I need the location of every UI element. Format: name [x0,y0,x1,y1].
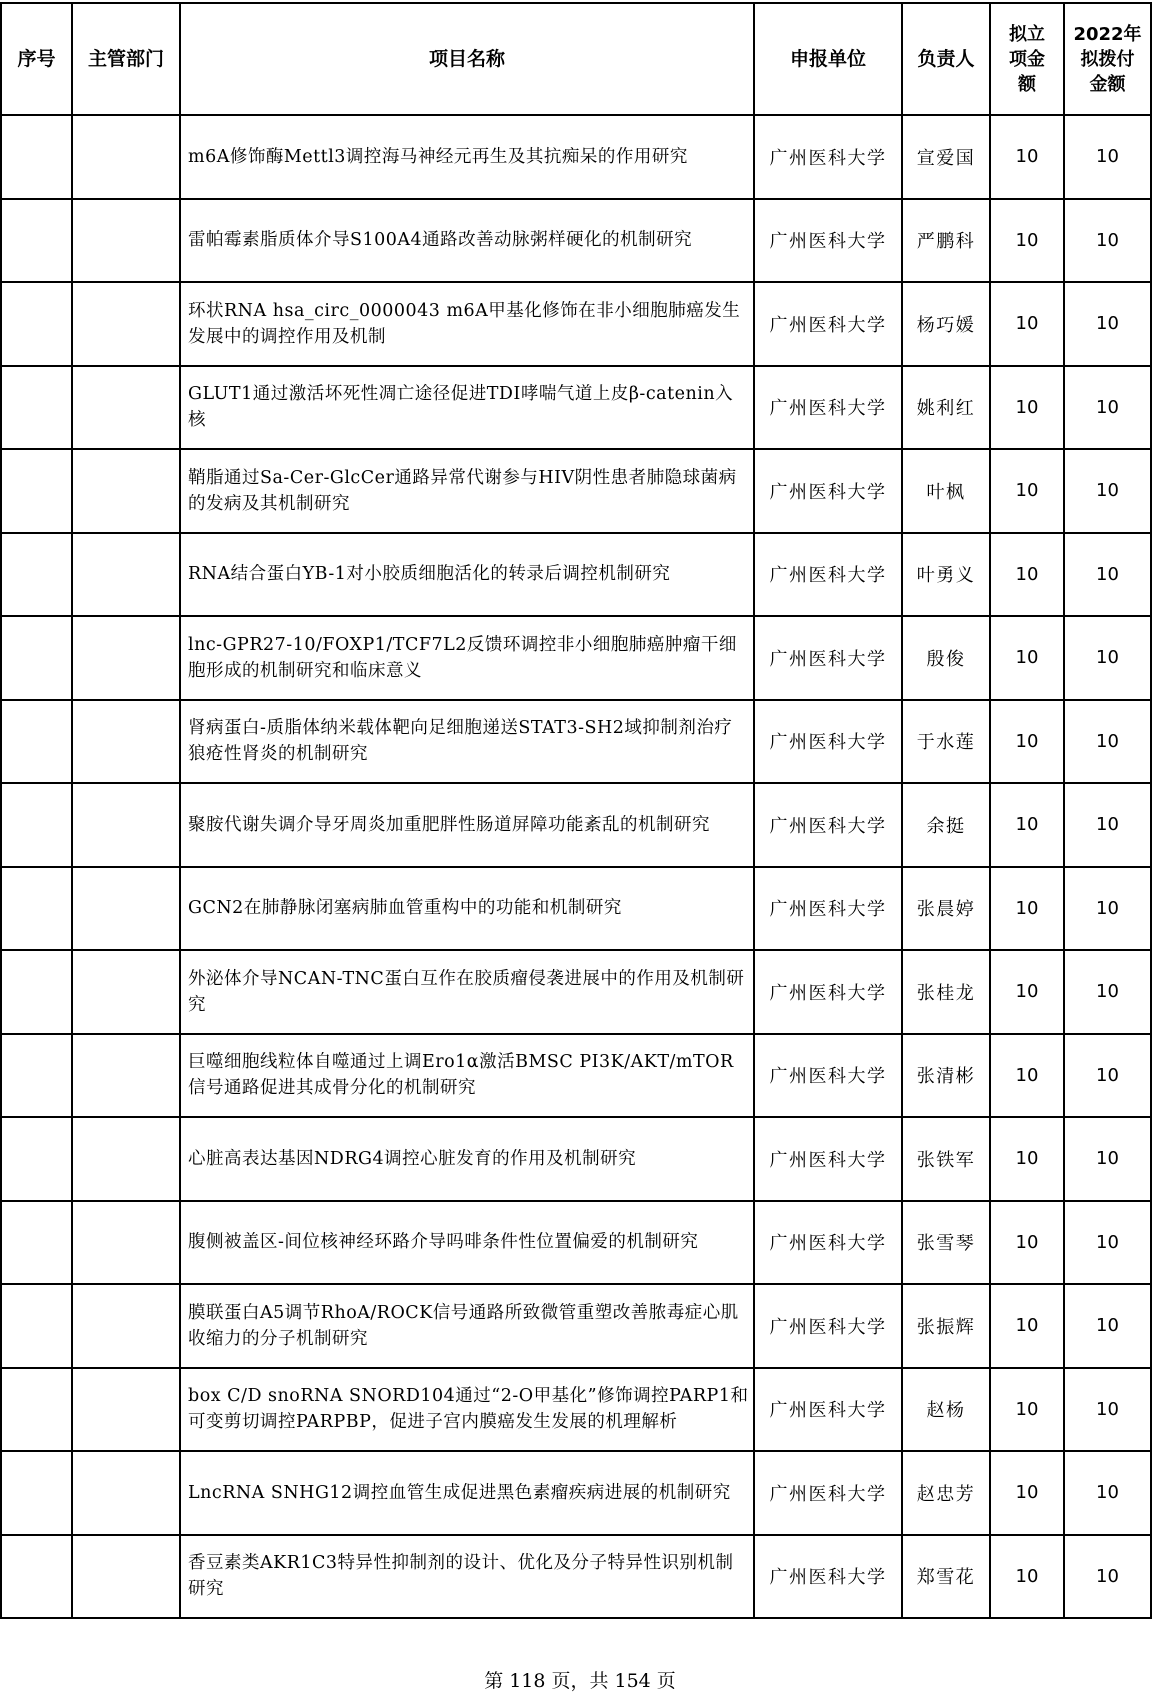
cell-dept [72,282,180,366]
cell-unit: 广州医科大学 [754,533,902,617]
cell-unit: 广州医科大学 [754,1284,902,1368]
cell-project-name: 巨噬细胞线粒体自噬通过上调Ero1α激活BMSC PI3K/AKT/mTOR信号通路促进其成骨分化的机制研究 [180,1034,754,1118]
cell-unit: 广州医科大学 [754,950,902,1034]
cell-seq [1,1117,72,1201]
cell-amount: 10 [990,115,1064,199]
header-person: 负责人 [902,3,990,115]
cell-person: 赵忠芳 [902,1451,990,1535]
cell-amount: 10 [990,1368,1064,1452]
cell-dept [72,115,180,199]
cell-seq [1,1201,72,1285]
cell-project-name: 环状RNA hsa_circ_0000043 m6A甲基化修饰在非小细胞肺癌发生发展中的调控作用及机制 [180,282,754,366]
cell-person: 张铁军 [902,1117,990,1201]
cell-amount: 10 [990,1284,1064,1368]
cell-person: 余挺 [902,783,990,867]
header-unit: 申报单位 [754,3,902,115]
cell-seq [1,950,72,1034]
cell-person: 张晨婷 [902,867,990,951]
header-dept: 主管部门 [72,3,180,115]
cell-amount: 10 [990,1034,1064,1118]
cell-dept [72,700,180,784]
cell-pay: 10 [1064,1368,1151,1452]
cell-project-name: lnc-GPR27-10/FOXP1/TCF7L2反馈环调控非小细胞肺癌肿瘤干细胞形成的机制研究和临床意义 [180,616,754,700]
cell-dept [72,199,180,283]
cell-seq [1,1368,72,1452]
cell-project-name: m6A修饰酶Mettl3调控海马神经元再生及其抗痴呆的作用研究 [180,115,754,199]
cell-dept [72,616,180,700]
cell-unit: 广州医科大学 [754,1451,902,1535]
cell-unit: 广州医科大学 [754,700,902,784]
cell-amount: 10 [990,199,1064,283]
cell-person: 姚利红 [902,366,990,450]
header-seq: 序号 [1,3,72,115]
cell-unit: 广州医科大学 [754,1034,902,1118]
header-pay: 2022年 拟拨付 金额 [1064,3,1151,115]
table-row [1,1117,1151,1201]
cell-dept [72,950,180,1034]
cell-seq [1,199,72,283]
cell-project-name: 外泌体介导NCAN-TNC蛋白互作在胶质瘤侵袭进展中的作用及机制研究 [180,950,754,1034]
cell-seq [1,533,72,617]
cell-pay: 10 [1064,1451,1151,1535]
cell-seq [1,867,72,951]
cell-dept [72,1034,180,1118]
cell-amount: 10 [990,783,1064,867]
cell-unit: 广州医科大学 [754,616,902,700]
cell-project-name: 雷帕霉素脂质体介导S100A4通路改善动脉粥样硬化的机制研究 [180,199,754,283]
header-row [1,3,1151,115]
cell-project-name: RNA结合蛋白YB-1对小胶质细胞活化的转录后调控机制研究 [180,533,754,617]
cell-pay: 10 [1064,449,1151,533]
cell-pay: 10 [1064,950,1151,1034]
cell-person: 赵杨 [902,1368,990,1452]
cell-pay: 10 [1064,1535,1151,1619]
cell-amount: 10 [990,616,1064,700]
cell-seq [1,700,72,784]
cell-unit: 广州医科大学 [754,199,902,283]
cell-project-name: 膜联蛋白A5调节RhoA/ROCK信号通路所致微管重塑改善脓毒症心肌收缩力的分子机制研究 [180,1284,754,1368]
cell-seq [1,282,72,366]
footer-suffix: 页 [656,1670,676,1692]
cell-dept [72,1368,180,1452]
table-row [1,366,1151,450]
cell-unit: 广州医科大学 [754,1201,902,1285]
cell-amount: 10 [990,1117,1064,1201]
cell-project-name: GCN2在肺静脉闭塞病肺血管重构中的功能和机制研究 [180,867,754,951]
cell-seq [1,449,72,533]
cell-unit: 广州医科大学 [754,1535,902,1619]
cell-pay: 10 [1064,1034,1151,1118]
cell-seq [1,1034,72,1118]
cell-person: 宣爱国 [902,115,990,199]
cell-unit: 广州医科大学 [754,1117,902,1201]
cell-unit: 广州医科大学 [754,282,902,366]
cell-amount: 10 [990,366,1064,450]
table-row [1,1034,1151,1118]
cell-person: 严鹏科 [902,199,990,283]
table-row [1,867,1151,951]
cell-pay: 10 [1064,700,1151,784]
cell-unit: 广州医科大学 [754,783,902,867]
cell-project-name: 心脏高表达基因NDRG4调控心脏发育的作用及机制研究 [180,1117,754,1201]
cell-seq [1,115,72,199]
table-row [1,533,1151,617]
cell-seq [1,1535,72,1619]
cell-amount: 10 [990,533,1064,617]
cell-dept [72,533,180,617]
table-row [1,115,1151,199]
cell-person: 叶勇义 [902,533,990,617]
cell-person: 张桂龙 [902,950,990,1034]
cell-pay: 10 [1064,282,1151,366]
cell-amount: 10 [990,1201,1064,1285]
cell-project-name: 聚胺代谢失调介导牙周炎加重肥胖性肠道屏障功能紊乱的机制研究 [180,783,754,867]
cell-project-name: 鞘脂通过Sa-Cer-GlcCer通路异常代谢参与HIV阴性患者肺隐球菌病的发病及其机制研究 [180,449,754,533]
cell-unit: 广州医科大学 [754,366,902,450]
cell-amount: 10 [990,1535,1064,1619]
cell-dept [72,449,180,533]
cell-unit: 广州医科大学 [754,115,902,199]
cell-project-name: 腹侧被盖区-间位核神经环路介导吗啡条件性位置偏爱的机制研究 [180,1201,754,1285]
header-project-name: 项目名称 [180,3,754,115]
cell-person: 张雪琴 [902,1201,990,1285]
cell-project-name: box C/D snoRNA SNORD104通过“2-O甲基化”修饰调控PARP1和可变剪切调控PARPBP，促进子宫内膜癌发生发展的机理解析 [180,1368,754,1452]
footer-total-pages: 154 [614,1670,651,1692]
table-row [1,199,1151,283]
cell-person: 于水莲 [902,700,990,784]
cell-project-name: 肾病蛋白-质脂体纳米载体靶向足细胞递送STAT3-SH2域抑制剂治疗狼疮性肾炎的机制研究 [180,700,754,784]
cell-dept [72,1117,180,1201]
cell-seq [1,783,72,867]
cell-dept [72,783,180,867]
cell-person: 殷俊 [902,616,990,700]
cell-person: 杨巧媛 [902,282,990,366]
cell-pay: 10 [1064,867,1151,951]
table-row [1,950,1151,1034]
cell-unit: 广州医科大学 [754,867,902,951]
cell-person: 叶枫 [902,449,990,533]
cell-person: 张清彬 [902,1034,990,1118]
cell-dept [72,1201,180,1285]
footer-prefix: 第 [484,1670,504,1692]
cell-dept [72,1535,180,1619]
cell-seq [1,1451,72,1535]
cell-pay: 10 [1064,616,1151,700]
project-table [0,2,1152,1619]
table-row [1,1451,1151,1535]
footer-page-number: 118 [509,1670,546,1692]
cell-pay: 10 [1064,366,1151,450]
cell-amount: 10 [990,1451,1064,1535]
cell-unit: 广州医科大学 [754,449,902,533]
cell-pay: 10 [1064,783,1151,867]
cell-pay: 10 [1064,115,1151,199]
cell-dept [72,366,180,450]
cell-dept [72,867,180,951]
cell-amount: 10 [990,867,1064,951]
cell-amount: 10 [990,449,1064,533]
cell-seq [1,616,72,700]
cell-pay: 10 [1064,1117,1151,1201]
table-row [1,1201,1151,1285]
header-amount: 拟立 项金 额 [990,3,1064,115]
cell-amount: 10 [990,950,1064,1034]
cell-seq [1,1284,72,1368]
cell-amount: 10 [990,282,1064,366]
footer-middle: 页，共 [551,1670,609,1692]
cell-pay: 10 [1064,533,1151,617]
cell-pay: 10 [1064,199,1151,283]
table-row [1,282,1151,366]
cell-person: 郑雪花 [902,1535,990,1619]
table-row [1,1368,1151,1452]
cell-amount: 10 [990,700,1064,784]
table-row [1,616,1151,700]
cell-pay: 10 [1064,1284,1151,1368]
table-row [1,700,1151,784]
table-row [1,1535,1151,1619]
table-row [1,449,1151,533]
cell-dept [72,1284,180,1368]
cell-person: 张振辉 [902,1284,990,1368]
cell-project-name: LncRNA SNHG12调控血管生成促进黑色素瘤疾病进展的机制研究 [180,1451,754,1535]
cell-project-name: 香豆素类AKR1C3特异性抑制剂的设计、优化及分子特异性识别机制研究 [180,1535,754,1619]
cell-project-name: GLUT1通过激活坏死性凋亡途径促进TDI哮喘气道上皮β-catenin入核 [180,366,754,450]
table-row [1,783,1151,867]
cell-dept [72,1451,180,1535]
cell-seq [1,366,72,450]
cell-unit: 广州医科大学 [754,1368,902,1452]
page-footer [0,1666,1160,1693]
table-row [1,1284,1151,1368]
cell-pay: 10 [1064,1201,1151,1285]
